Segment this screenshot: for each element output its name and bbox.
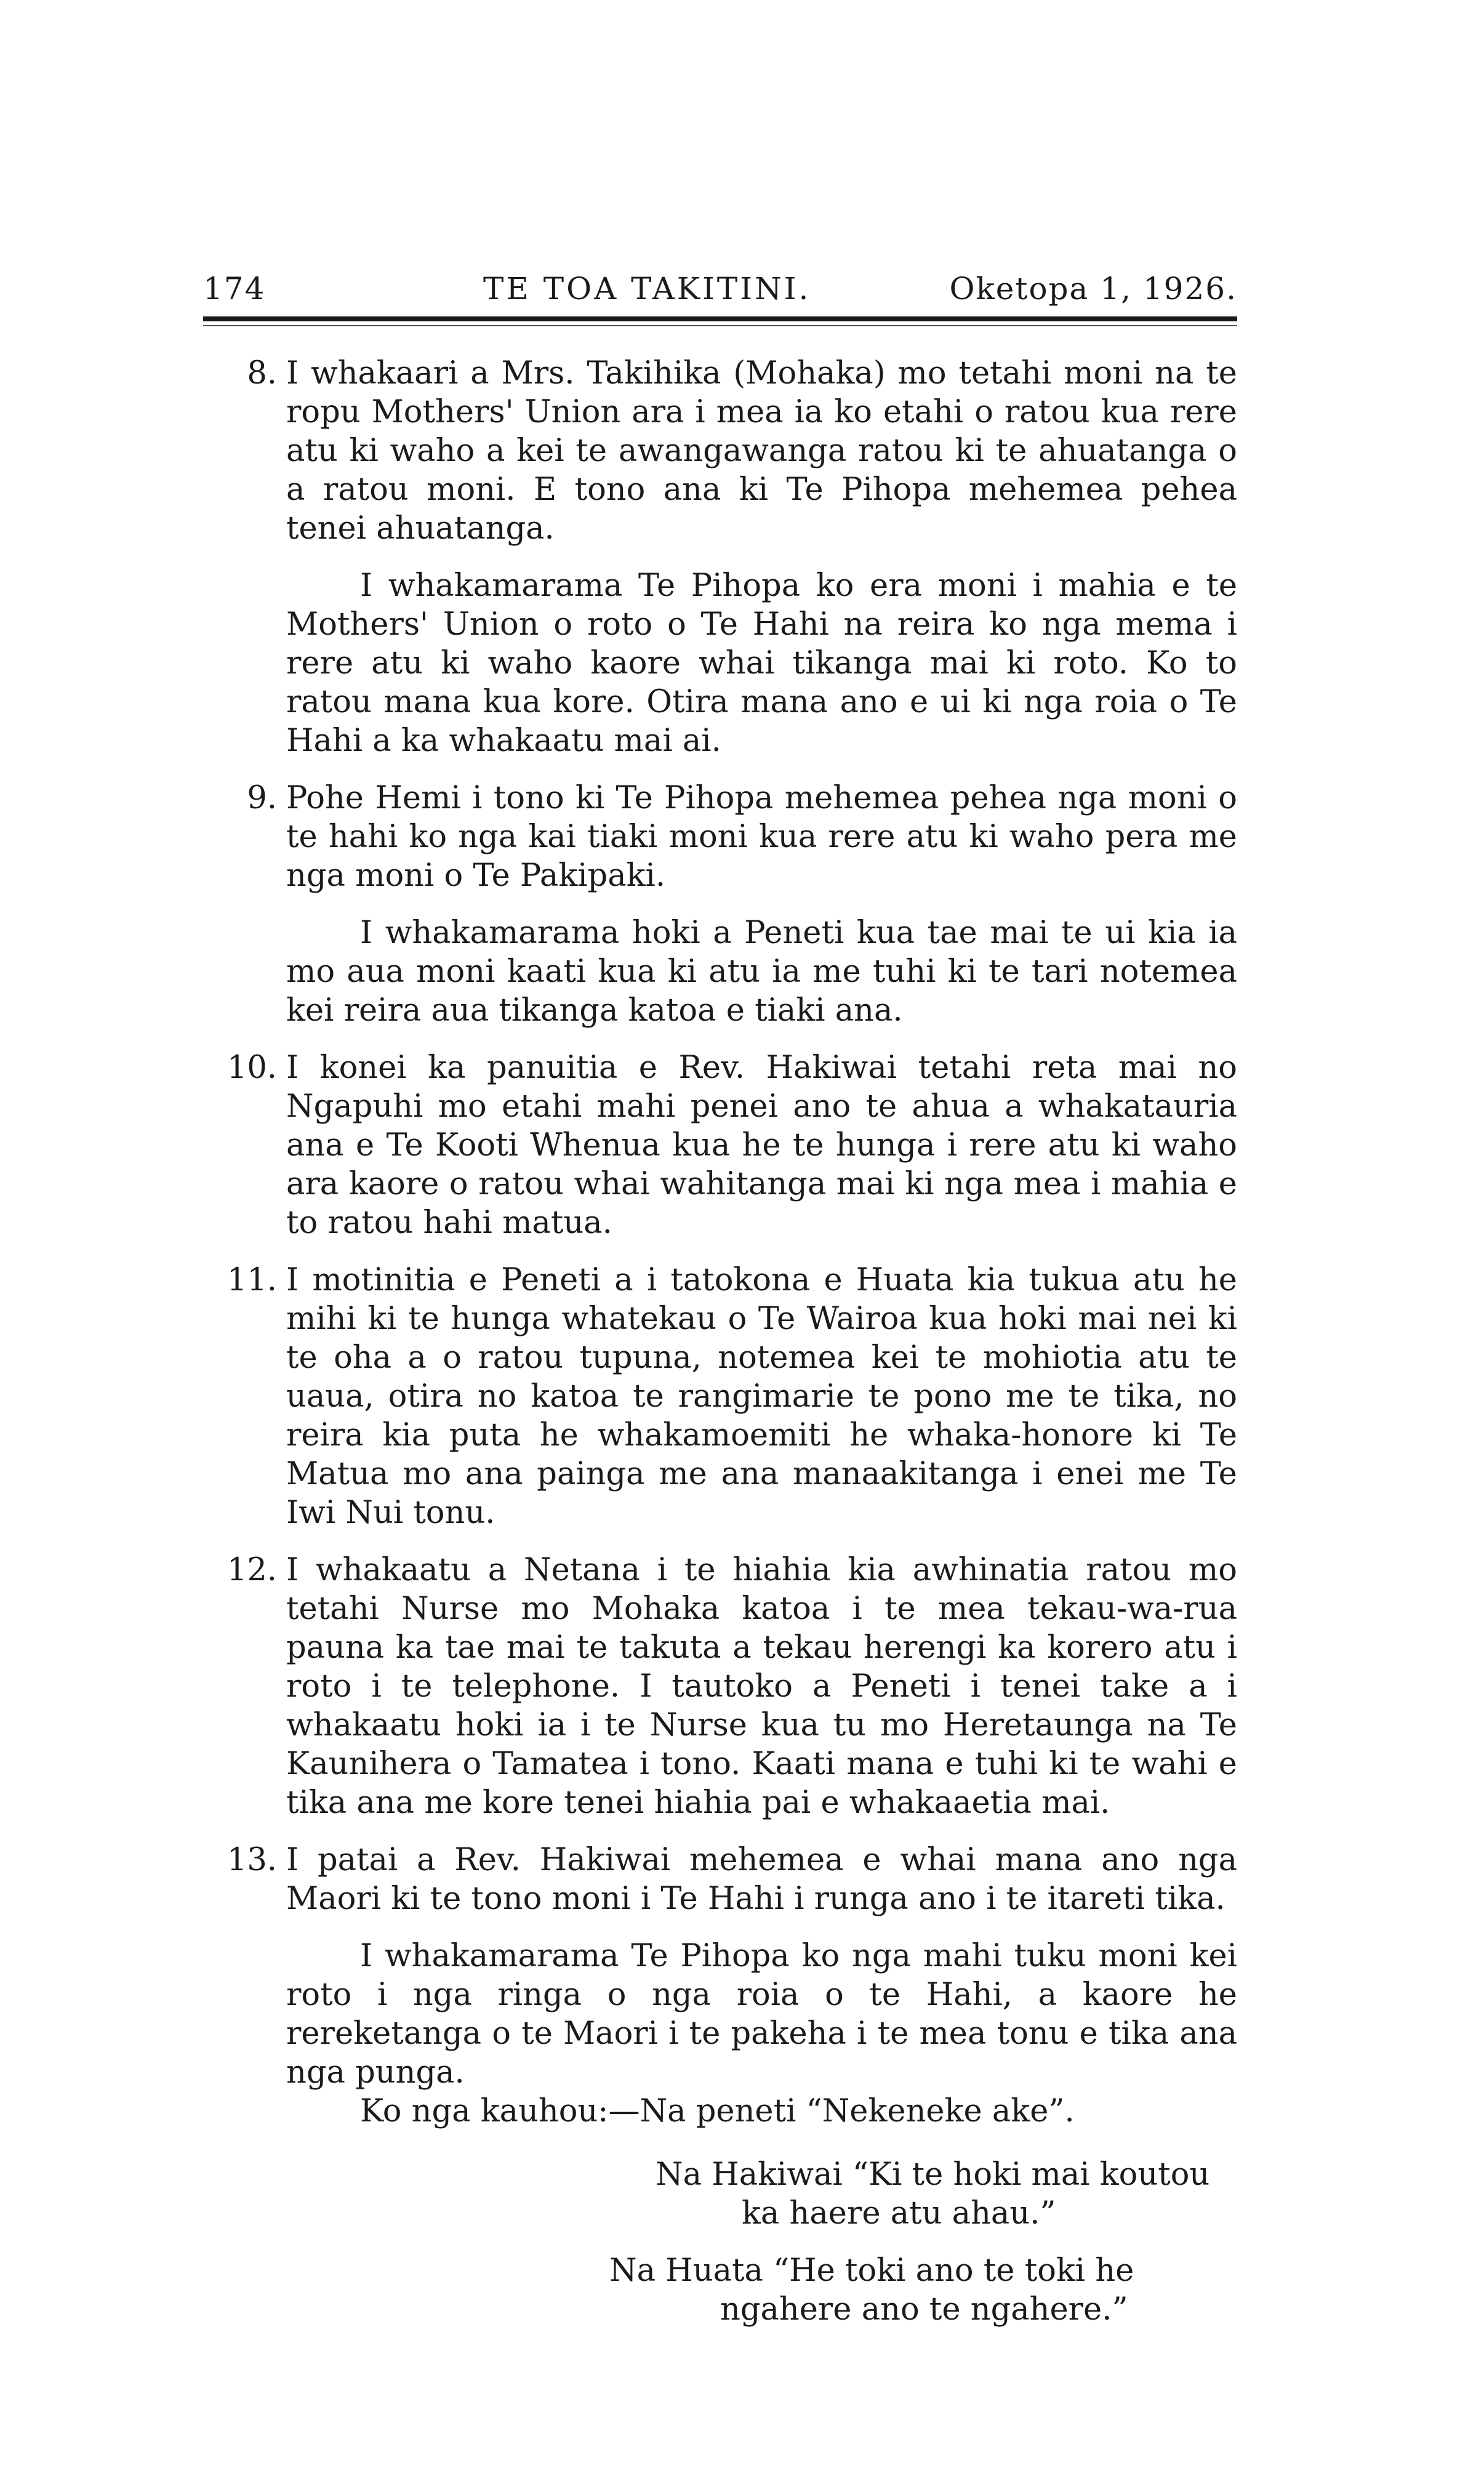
item-text: I whakaatu a Netana i te hiahia kia awhinatia ratou mo tetahi Nurse mo Mohaka katoa i te mea tekau-wa-rua pauna ka tae mai te takuta a tekau herengi ka korero atu i roto i te telephone. I tautoko a Peneti i tenei take a i whakaatu hoki ia i te Nurse kua tu mo Heretaunga na Te Kaunihera o Tamatea i tono. Kaati mana e tuhi ki te wahi e tika ana me kore tenei hiahia pai e whakaaetia mai. xyxy=(286,1552,1237,1821)
item-10 xyxy=(203,1048,1237,1242)
item-number: 9. xyxy=(247,780,277,816)
paragraph: I whakamarama hoki a Peneti kua tae mai te ui kia ia mo aua moni kaati kua ki atu ia me tuhi ki te tari notemea kei reira aua tikanga katoa e tiaki ana. xyxy=(286,915,1237,1029)
paragraph: I whakamarama Te Pihopa ko nga mahi tuku moni kei roto i nga ringa o nga roia o te Hahi, a kaore he rereketanga o te Maori i te pakeha i te mea tonu e tika ana nga punga. xyxy=(286,1938,1237,2091)
publication-title: TE TOA TAKITINI. xyxy=(483,271,811,307)
item-8 xyxy=(203,354,1237,548)
quote-line: ka haere atu ahau.” xyxy=(742,2195,1056,2232)
item-number: 11. xyxy=(227,1262,277,1298)
quote-line: Na Huata “He toki ano te toki he xyxy=(609,2253,1134,2289)
page-header xyxy=(203,271,1237,314)
hymns-line: Ko nga kauhou:—Na peneti “Nekeneke ake”. xyxy=(360,2093,1075,2129)
item-number: 8. xyxy=(247,355,277,392)
item-number: 13. xyxy=(227,1842,277,1878)
quote-line: Na Hakiwai “Ki te hoki mai koutou xyxy=(656,2156,1210,2193)
page-number: 174 xyxy=(203,271,266,307)
item-12 xyxy=(203,1551,1237,1822)
item-text: I konei ka panuitia e Rev. Hakiwai tetahi reta mai no Ngapuhi mo etahi mahi penei ano te ahua a whakatauria ana e Te Kooti Whenua kua he te hunga i rere atu ki waho ara kaore o ratou whai wahitanga mai ki nga mea i mahia e to ratou hahi matua. xyxy=(286,1050,1237,1241)
header-rule-thin xyxy=(203,325,1237,326)
quote-huata xyxy=(203,2251,1237,2329)
item-text: Pohe Hemi i tono ki Te Pihopa mehemea pehea nga moni o te hahi ko nga kai tiaki moni kua rere atu ki waho pera me nga moni o Te Pakipaki. xyxy=(286,780,1237,894)
paragraph: I whakamarama Te Pihopa ko era moni i mahia e te Mothers' Union o roto o Te Hahi na reira ko nga mema i rere atu ki waho kaore whai tikanga mai ki roto. Ko to ratou mana kua kore. Otira mana ano e ui ki nga roia o Te Hahi a ka whakaatu mai ai. xyxy=(286,568,1237,759)
item-9 xyxy=(203,779,1237,895)
header-rule-thick xyxy=(203,316,1237,321)
item-text: I motinitia e Peneti a i tatokona e Huata kia tukua atu he mihi ki te hunga whatekau o Te Wairoa kua hoki mai nei ki te oha a o ratou tupuna, notemea kei te mohiotia atu te uaua, otira no katoa te rangimarie te pono me te tika, no reira kia puta he whakamoemiti he whaka-honore ki Te Matua mo ana painga me ana manaakitanga i enei me Te Iwi Nui tonu. xyxy=(286,1262,1237,1531)
quote-hakiwai xyxy=(203,2155,1237,2233)
item-text: I patai a Rev. Hakiwai mehemea e whai mana ano nga Maori ki te tono moni i Te Hahi i runga ano i te itareti tika. xyxy=(286,1842,1237,1917)
item-11 xyxy=(203,1261,1237,1532)
item-number: 10. xyxy=(227,1050,277,1086)
issue-date: Oketopa 1, 1926. xyxy=(949,271,1237,307)
item-text: I whakaari a Mrs. Takihika (Mohaka) mo tetahi moni na te ropu Mothers' Union ara i mea ia ko etahi o ratou kua rere atu ki waho a kei te awangawanga ratou ki te ahuatanga o a ratou moni. E tono ana ki Te Pihopa mehemea pehea tenei ahuatanga. xyxy=(286,355,1237,547)
quote-line: ngahere ano te ngahere.” xyxy=(720,2291,1128,2328)
article-body xyxy=(203,354,1237,2347)
item-13 xyxy=(203,1841,1237,1918)
item-number: 12. xyxy=(227,1552,277,1588)
